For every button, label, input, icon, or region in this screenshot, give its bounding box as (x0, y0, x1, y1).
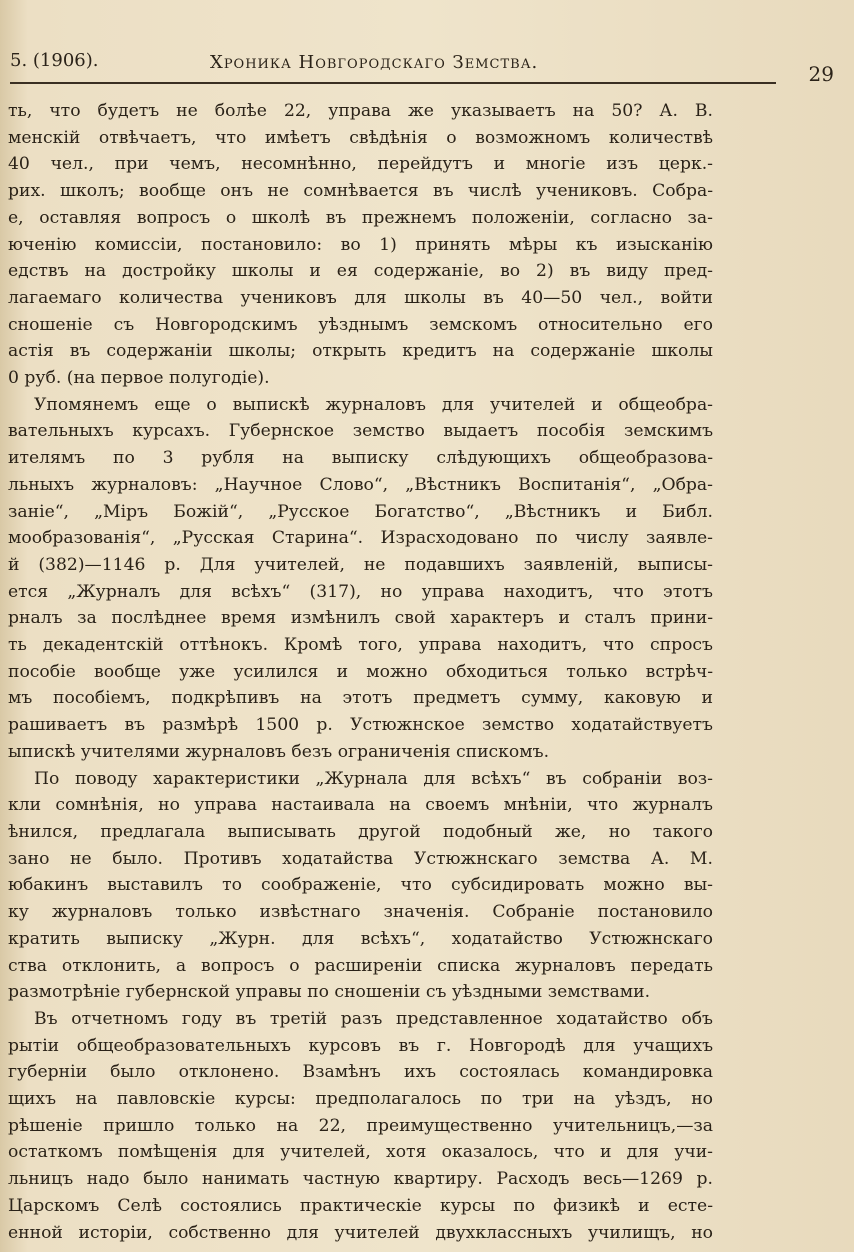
paragraph-start-line: Въ отчетномъ году въ третій разъ представленное ходатайство объ (34, 1008, 713, 1029)
text-line: льницъ надо было нанимать частную квартиру. Расходъ весь—1269 р. (8, 1169, 713, 1190)
text-line: рѣшеніе пришло только на 22, преимущественно учительницъ,—за (8, 1115, 713, 1136)
text-line: остаткомъ помѣщенія для учителей, хотя оказалось, что и для учи- (8, 1142, 713, 1163)
running-title: Хроника Новгородскаго Земства. (210, 52, 539, 73)
body-text (8, 98, 713, 1246)
paragraph-start-line: Упомянемъ еще о выпискѣ журналовъ для учителей и общеобра- (34, 394, 713, 415)
text-line: едствъ на достройку школы и ея содержаніе, во 2) въ виду пред- (8, 261, 713, 282)
text-line: Царскомъ Селѣ состоялись практическіе курсы по физикѣ и есте- (8, 1195, 713, 1216)
text-line: мъ пособіемъ, подкрѣпивъ на этотъ предметъ сумму, каковую и (8, 688, 713, 709)
text-line: юченію комиссіи, постановило: во 1) принять мѣры къ изысканію (8, 234, 713, 255)
text-line: льныхъ журналовъ: „Научное Слово“, „Вѣстникъ Воспитанія“, „Обра- (8, 474, 713, 495)
text-line: е, оставляя вопросъ о школѣ въ прежнемъ положеніи, согласно за- (8, 207, 713, 228)
header-rule (10, 82, 776, 84)
text-line: рих. школъ; вообще онъ не сомнѣвается въ числѣ учениковъ. Собра- (8, 181, 713, 202)
text-line: заніе“, „Міръ Божій“, „Русское Богатство“, „Вѣстникъ и Библ. (8, 501, 713, 522)
text-line: рналъ за послѣднее время измѣнилъ свой характеръ и сталъ прини- (8, 608, 713, 629)
text-line: ку журналовъ только извѣстнаго значенія. Собраніе постановило (8, 902, 713, 923)
text-line: вательныхъ курсахъ. Губернское земство выдаетъ пособія земскимъ (8, 421, 713, 442)
text-line: 40 чел., при чемъ, несомнѣнно, перейдутъ и многіе изъ церк.- (8, 154, 713, 175)
text-line: ителямъ по 3 рубля на выписку слѣдующихъ общеобразова- (8, 448, 713, 469)
running-header (10, 46, 836, 86)
text-line: лагаемаго количества учениковъ для школы въ 40—50 чел., войти (8, 287, 713, 308)
issue-number: 5. (1906). (10, 50, 99, 71)
text-line: сношеніе съ Новгородскимъ уѣзднымъ земскомъ относительно его (8, 314, 713, 335)
text-line: менскій отвѣчаетъ, что имѣетъ свѣдѣнія о возможномъ количествѣ (8, 127, 713, 148)
text-line: губерніи было отклонено. Взамѣнъ ихъ состоялась командировка (8, 1062, 713, 1083)
text-line: мообразованія“, „Русская Старина“. Израсходовано по числу заявле- (8, 528, 713, 549)
text-line: кли сомнѣнія, но управа настаивала на своемъ мнѣніи, что журналъ (8, 795, 713, 816)
text-line: рашиваетъ въ размѣрѣ 1500 р. Устюжнское земство ходатайствуетъ (8, 715, 713, 736)
text-line: енной исторіи, собственно для учителей двухклассныхъ училищъ, но (8, 1222, 713, 1243)
text-line: астія въ содержаніи школы; открыть кредитъ на содержаніе школы (8, 341, 713, 362)
text-line: ть, что будетъ не болѣе 22, управа же указываетъ на 50? А. В. (8, 101, 713, 121)
text-line: й (382)—1146 р. Для учителей, не подавшихъ заявленій, выписы- (8, 554, 713, 575)
text-line: кратить выписку „Журн. для всѣхъ“, ходатайство Устюжнскаго (8, 928, 713, 949)
page-number: 29 (808, 62, 834, 86)
text-line: зано не было. Противъ ходатайства Устюжнскаго земства А. М. (8, 848, 713, 869)
text-line: размотрѣніе губернской управы по сношеніи съ уѣздными земствами. (8, 982, 651, 1003)
text-line: 0 руб. (на первое полугодіе). (8, 368, 270, 389)
text-line: ть декадентскій оттѣнокъ. Кромѣ того, управа находитъ, что спросъ (8, 635, 713, 656)
text-line: юбакинъ выставилъ то соображеніе, что субсидировать можно вы- (8, 875, 713, 896)
text-line: ыпискѣ учителями журналовъ безъ ограниченія спискомъ. (8, 741, 550, 762)
text-line: ется „Журналъ для всѣхъ“ (317), но управа находитъ, что этотъ (8, 581, 713, 602)
text-line: щихъ на павловскіе курсы: предполагалось по три на уѣздъ, но (8, 1089, 713, 1110)
text-line: пособіе вообще уже усилился и можно обходиться только встрѣч- (8, 661, 713, 682)
text-line: ѣнился, предлагала выписывать другой подобный же, но такого (8, 821, 713, 842)
text-line: рытіи общеобразовательныхъ курсовъ въ г. Новгородѣ для учащихъ (8, 1035, 713, 1056)
text-line: ства отклонить, а вопросъ о расширеніи списка журналовъ передать (8, 955, 713, 976)
paragraph-start-line: По поводу характеристики „Журнала для всѣхъ“ въ собраніи воз- (34, 768, 713, 789)
